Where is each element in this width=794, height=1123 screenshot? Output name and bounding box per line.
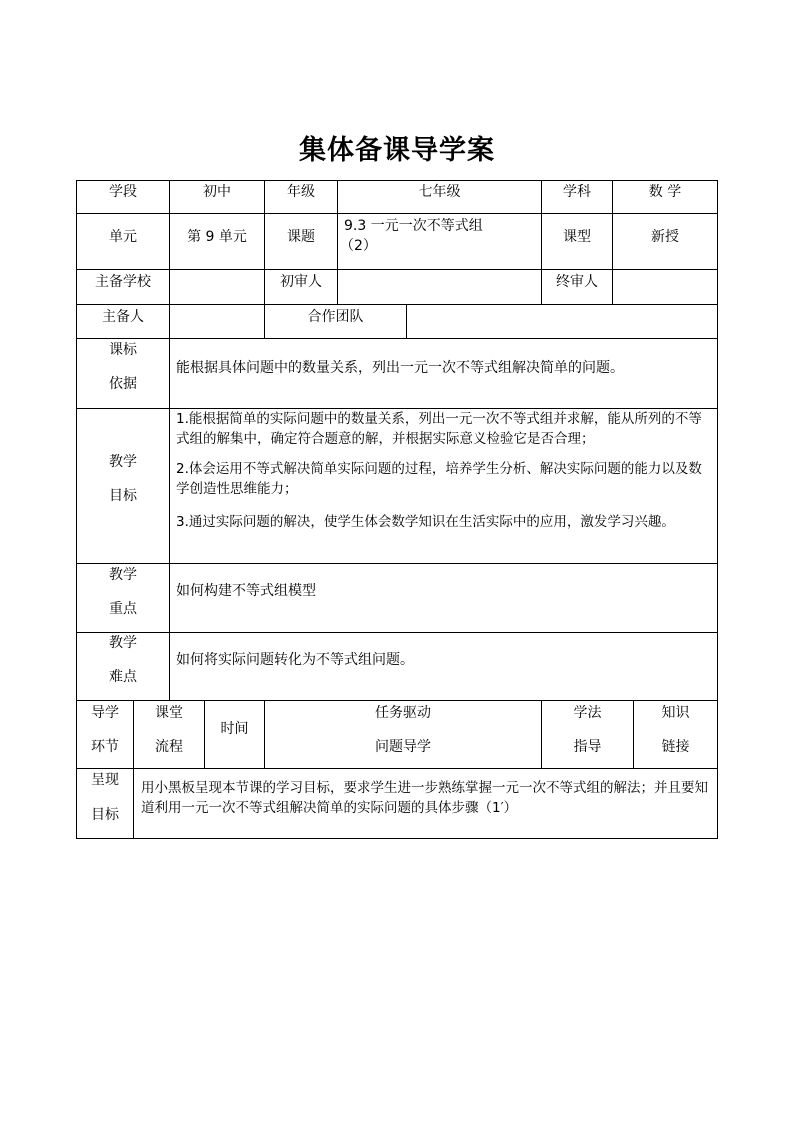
cell-label-difficulties-line2: 难点 [109,669,137,685]
cell-label-present-line1: 呈现 [91,772,119,788]
cell-header-guide-line1: 导学 [91,705,119,721]
table-border [76,180,718,181]
cell-header-knowledge-line2: 链接 [661,739,690,755]
cell-label-goals-line1: 教学 [109,454,137,470]
cell-label-danyuan: 单元 [109,229,137,245]
table-border [406,304,407,338]
cell-header-task-line2: 问题导学 [375,739,431,755]
cell-header-time: 时间 [220,721,249,737]
cell-label-nianji: 年级 [287,184,315,200]
table-border [76,768,718,769]
cell-content-present: 用小黑板呈现本节课的学习目标，要求学生进一步熟练掌握一元一次不等式组的解法；并且要知道利用一元一次不等式组解决简单的实际问题的具体步骤（1′） [141,780,708,816]
cell-label-present-line2: 目标 [91,807,119,823]
page-title: 集体备课导学案 [299,135,495,166]
table-border [717,180,718,839]
cell-header-method-line2: 指导 [573,739,602,755]
cell-label-xueke: 学科 [563,184,591,200]
cell-label-team: 合作团队 [307,309,364,325]
table-border [76,304,718,305]
table-border [133,768,134,838]
cell-label-first-reviewer: 初审人 [280,274,322,290]
table-border [76,338,718,339]
cell-label-difficulties-line1: 教学 [109,635,137,651]
cell-content-goal-1: 1.能根据简单的实际问题中的数量关系，列出一元一次不等式组并求解，能从所列的不等式组的解集中，确定符合题意的解，并根据实际意义检验它是否合理； [176,411,702,447]
cell-label-xueduan: 学段 [109,184,137,200]
cell-value-nianji: 七年级 [418,184,461,200]
table-border [76,700,718,701]
cell-value-keti-line1: 9.3 一元一次不等式组 [344,218,483,234]
cell-label-basis-line1: 课标 [109,342,137,358]
cell-content-difficulties: 如何将实际问题转化为不等式组问题。 [176,652,414,668]
cell-header-knowledge-line1: 知识 [661,705,690,721]
cell-label-keti: 课题 [287,229,315,245]
cell-value-xueke: 数 学 [648,184,682,200]
cell-header-guide-line2: 环节 [91,739,119,755]
cell-header-method-line1: 学法 [573,705,602,721]
cell-label-main-preparer: 主备人 [102,309,144,325]
table-border [76,838,718,839]
cell-header-class-line1: 课堂 [155,705,183,721]
cell-content-basis: 能根据具体问题中的数量关系，列出一元一次不等式组解决简单的问题。 [176,360,624,376]
cell-label-basis-line2: 依据 [109,376,137,392]
cell-label-keypoints-line1: 教学 [109,567,137,583]
table-border [76,563,718,564]
cell-value-kexing: 新授 [651,229,679,245]
cell-content-keypoints: 如何构建不等式组模型 [176,583,316,599]
table-border [169,304,170,338]
cell-label-school: 主备学校 [95,274,151,290]
cell-header-class-line2: 流程 [155,739,183,755]
cell-header-task-line1: 任务驱动 [375,705,431,721]
cell-value-danyuan: 第 9 单元 [187,229,247,245]
cell-label-final-reviewer: 终审人 [556,274,598,290]
cell-label-kexing: 课型 [563,229,591,245]
table-border [76,269,718,270]
cell-label-goals-line2: 目标 [109,488,137,504]
table-border [76,213,718,214]
table-border [169,338,170,700]
cell-content-goal-2: 2.体会运用不等式解决简单实际问题的过程，培养学生分析、解决实际问题的能力以及数学创造性思维能力； [176,461,702,497]
cell-content-goal-3: 3.通过实际问题的解决，使学生体会数学知识在生活实际中的应用，激发学习兴趣。 [176,514,675,530]
cell-value-keti-line2: （2） [340,238,377,254]
cell-label-keypoints-line2: 重点 [109,601,137,617]
cell-value-xueduan: 初中 [203,184,231,200]
table-border [76,632,718,633]
